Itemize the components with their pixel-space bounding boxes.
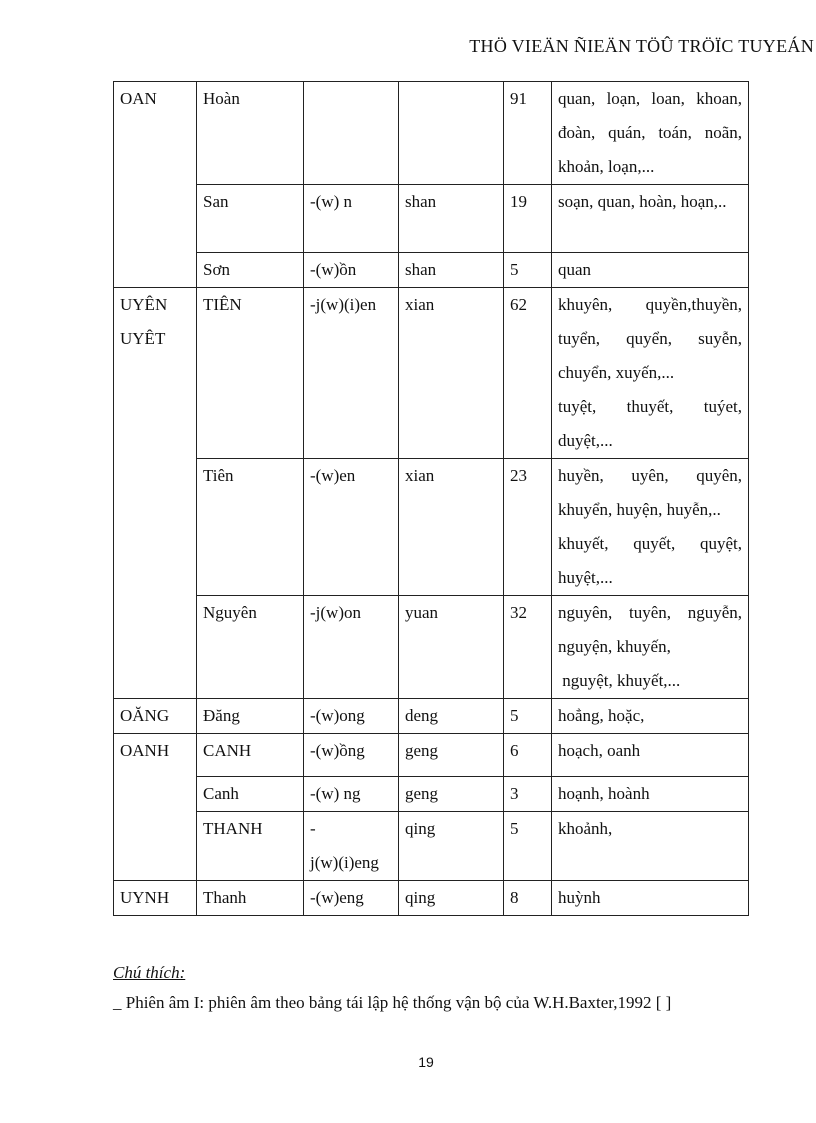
notes-section <box>113 958 671 1018</box>
rhyme-group-cell: UYNH <box>114 881 197 916</box>
rhyme-name-cell: Thanh <box>197 881 304 916</box>
rhyme-group-cell: OĂNG <box>114 699 197 734</box>
rhyme-name-cell: THANH <box>197 812 304 881</box>
phonetic-2-cell: geng <box>399 777 504 812</box>
rhyme-name-cell: CANH <box>197 734 304 777</box>
count-cell: 91 <box>504 82 552 185</box>
examples-cell <box>552 699 749 734</box>
count-cell: 19 <box>504 185 552 253</box>
table-row <box>114 82 749 185</box>
examples-cell <box>552 777 749 812</box>
examples-cell <box>552 734 749 777</box>
phonetic-2-cell: qing <box>399 812 504 881</box>
table-row <box>114 777 749 812</box>
table-row <box>114 253 749 288</box>
example-text: nguyệt, khuyết,... <box>558 671 681 690</box>
table-row <box>114 459 749 596</box>
phonetic-1-cell: - j(w)(i)eng <box>304 812 399 881</box>
phonetic-2-cell: xian <box>399 288 504 459</box>
rhyme-name-cell: Tiên <box>197 459 304 596</box>
example-text: huỳnh <box>558 888 601 907</box>
rhyme-name-cell: TIÊN <box>197 288 304 459</box>
rhyme-name-cell: Canh <box>197 777 304 812</box>
phonetic-1-cell: -j(w)on <box>304 596 399 699</box>
phonetic-1-cell: -(w) ng <box>304 777 399 812</box>
phonetic-2-cell <box>399 82 504 185</box>
phonetic-2-cell: shan <box>399 253 504 288</box>
example-text: khuyên, quyền,thuyền, tuyển, quyển, suyễn, chuyển, xuyến,... <box>558 295 747 382</box>
rhyme-name-cell: Hoàn <box>197 82 304 185</box>
count-cell: 62 <box>504 288 552 459</box>
rhyme-name-cell: Sơn <box>197 253 304 288</box>
examples-cell <box>552 253 749 288</box>
examples-cell <box>552 459 749 596</box>
rhyme-name-cell: Nguyên <box>197 596 304 699</box>
count-cell: 6 <box>504 734 552 777</box>
examples-cell <box>552 288 749 459</box>
examples-cell <box>552 812 749 881</box>
rhyme-group-cell: OANH <box>114 734 197 881</box>
phonetic-2-cell: geng <box>399 734 504 777</box>
rhyme-table-body <box>114 82 749 916</box>
page-number: 19 <box>418 1054 434 1070</box>
phonetic-1-cell: -(w) n <box>304 185 399 253</box>
example-text: hoẳng, hoặc, <box>558 706 645 725</box>
table-row <box>114 185 749 253</box>
rhyme-name-cell: Đăng <box>197 699 304 734</box>
notes-title: Chú thích: <box>113 963 186 982</box>
example-text: khoảnh, <box>558 819 613 838</box>
phonetic-1-cell: -(w)ồng <box>304 734 399 777</box>
example-text: hoạnh, hoành <box>558 784 650 803</box>
rhyme-name-cell: San <box>197 185 304 253</box>
phonetic-1-cell: -(w)ong <box>304 699 399 734</box>
phonetic-2-cell: xian <box>399 459 504 596</box>
phonetic-1-cell: -(w)eng <box>304 881 399 916</box>
rhyme-group-cell: UYÊN UYÊT <box>114 288 197 699</box>
rhyme-table <box>113 81 749 916</box>
examples-cell <box>552 881 749 916</box>
page-header: THÖ VIEÄN ÑIEÄN TÖÛ TRÖÏC TUYEÁN <box>469 36 814 56</box>
example-text: quan, loạn, loan, khoan, đoàn, quán, toán, noãn, khoản, loạn,... <box>558 89 747 176</box>
phonetic-2-cell: qing <box>399 881 504 916</box>
table-row <box>114 812 749 881</box>
phonetic-1-cell: -(w)ồn <box>304 253 399 288</box>
count-cell: 3 <box>504 777 552 812</box>
example-text: quan <box>558 260 592 279</box>
count-cell: 8 <box>504 881 552 916</box>
phonetic-1-cell <box>304 82 399 185</box>
phonetic-2-cell: deng <box>399 699 504 734</box>
example-text: nguyên, tuyên, nguyễn, nguyện, khuyến, <box>558 603 747 656</box>
count-cell: 5 <box>504 253 552 288</box>
examples-cell <box>552 82 749 185</box>
table-row <box>114 881 749 916</box>
rhyme-group-cell: OAN <box>114 82 197 288</box>
example-text: tuyệt, thuyết, tuýet, duyệt,... <box>558 397 747 450</box>
table-row <box>114 734 749 777</box>
examples-cell <box>552 596 749 699</box>
notes-line: _ Phiên âm I: phiên âm theo bảng tái lập hệ thống vận bộ của W.H.Baxter,1992 [ ] <box>113 993 672 1012</box>
phonetic-2-cell: shan <box>399 185 504 253</box>
example-text: khuyết, quyết, quyệt, huyệt,... <box>558 534 747 587</box>
count-cell: 32 <box>504 596 552 699</box>
examples-cell <box>552 185 749 253</box>
count-cell: 5 <box>504 812 552 881</box>
example-text: huyền, uyên, quyên, khuyển, huyện, huyễn,.. <box>558 466 747 519</box>
table-row <box>114 288 749 459</box>
table-row <box>114 699 749 734</box>
phonetic-1-cell: -j(w)(i)en <box>304 288 399 459</box>
phonetic-1-cell: -(w)en <box>304 459 399 596</box>
example-text: soạn, quan, hoàn, hoạn,.. <box>558 192 727 211</box>
example-text: hoạch, oanh <box>558 741 641 760</box>
table-row <box>114 596 749 699</box>
count-cell: 23 <box>504 459 552 596</box>
phonetic-2-cell: yuan <box>399 596 504 699</box>
count-cell: 5 <box>504 699 552 734</box>
